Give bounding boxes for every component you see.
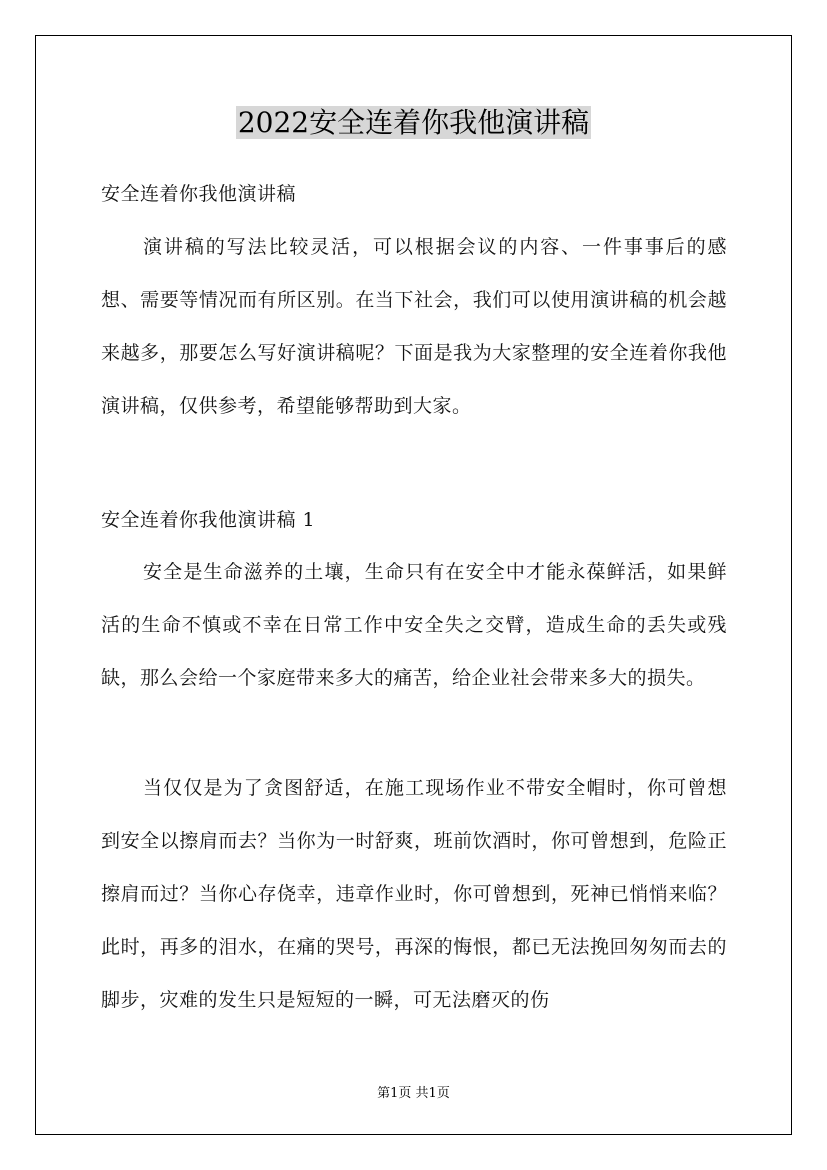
intro-paragraph: 演讲稿的写法比较灵活，可以根据会议的内容、一件事事后的感想、需要等情况而有所区别。在当下社会，我们可以使用演讲稿的机会越来越多，那要怎么写好演讲稿呢？下面是我为大家整理的安全连着你我他演讲稿，仅供参考，希望能够帮助到大家。	[101, 236, 727, 417]
document-title-text: 2022安全连着你我他演讲稿	[237, 106, 590, 139]
section-heading: 安全连着你我他演讲稿 1	[101, 509, 316, 531]
body-paragraph-2: 当仅仅是为了贪图舒适，在施工现场作业不带安全帽时，你可曾想到安全以擦肩而去？当你为一时舒爽，班前饮酒时，你可曾想到，危险正擦肩而过？当你心存侥幸，违章作业时，你可曾想到，死神已悄悄来临？此时，再多的泪水，在痛的哭号，再深的悔恨，都已无法挽回匆匆而去的脚步，灾难的发生只是短短的一瞬，可无法磨灭的伤	[101, 777, 727, 1011]
document-title	[0, 101, 827, 145]
document-subtitle: 安全连着你我他演讲稿	[101, 183, 297, 205]
page-footer: 第1页 共1页	[377, 1086, 450, 1101]
body-paragraph-1: 安全是生命滋养的土壤，生命只有在安全中才能永葆鲜活，如果鲜活的生命不慎或不幸在日常工作中安全失之交臂，造成生命的丢失或残缺，那么会给一个家庭带来多大的痛苦，给企业社会带来多大的损失。	[101, 561, 727, 689]
